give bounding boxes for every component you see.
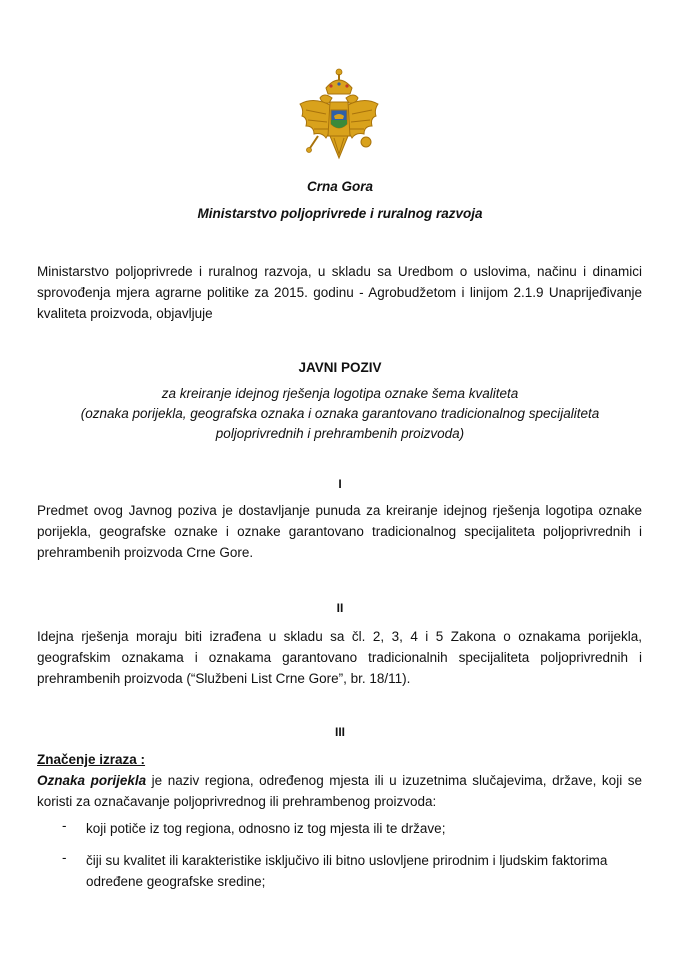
bullet-dash-2: - (62, 850, 67, 865)
document-title: JAVNI POZIV (298, 360, 382, 375)
definition-paragraph (37, 770, 642, 812)
bullet-item-1: koji potiče iz tog regiona, odnosno iz tog mjesta ili te države; (86, 821, 446, 836)
section-1-text: Predmet ovog Javnog poziva je dostavljanje punuda za kreiranje idejnog rješenja logotipa oznake porijekla, geografske oznake i oznake garantovano tradicionalnog specijaliteta poljoprivrednih i prehrambenih proizvoda Crne Gore. (37, 503, 642, 560)
definitions-heading (37, 749, 642, 770)
subtitle-line-2: (oznaka porijekla, geografska oznaka i oznaka garantovano tradicionalnog specijaliteta (80, 406, 600, 421)
country-name: Crna Gora (306, 179, 374, 194)
coat-of-arms-icon (296, 66, 382, 166)
bullet-dash-1: - (62, 818, 67, 833)
ministry-name: Ministarstvo poljoprivrede i ruralnog razvoja (197, 206, 483, 221)
intro-paragraph: Ministarstvo poljoprivrede i ruralnog razvoja, u skladu sa Uredbom o uslovima, načinu i dinamici sprovođenja mjera agrarne politike za 2015. godinu - Agrobudžetom i linijom 2.1.9 Unaprijeđivanje kvaliteta proizvoda, objavljuje (37, 264, 642, 321)
section-numeral-2: II (336, 601, 344, 615)
bullet-item-2: čiji su kvalitet ili karakteristike isključivo ili bitno uslovljene prirodnim i ljudskim faktorima određene geografske sredine; (86, 853, 608, 889)
definition-text: je naziv regiona, određenog mjesta ili u izuzetnima slučajevima, države, koji se koristi za označavanje poljoprivrednog ili prehrambenog proizvoda: (37, 773, 643, 809)
section-2-text: Idejna rješenja moraju biti izrađena u skladu sa čl. 2, 3, 4 i 5 Zakona o oznakama porijekla, geografskim oznakama i oznakama garantovano tradicionalnih specijaliteta poljoprivrednih i prehrambenih proizvoda (“Službeni List Crne Gore”, br. 18/11). (37, 629, 642, 686)
section-numeral-1: I (338, 477, 342, 491)
subtitle-line-3: poljoprivrednih i prehrambenih proizvoda) (215, 426, 465, 441)
subtitle-line-1: za kreiranje idejnog rješenja logotipa oznake šema kvaliteta (161, 386, 519, 401)
defined-term: Oznaka porijekla (37, 773, 147, 788)
section-numeral-3: III (334, 725, 345, 739)
definitions-heading-text: Značenje izraza : (37, 752, 146, 767)
